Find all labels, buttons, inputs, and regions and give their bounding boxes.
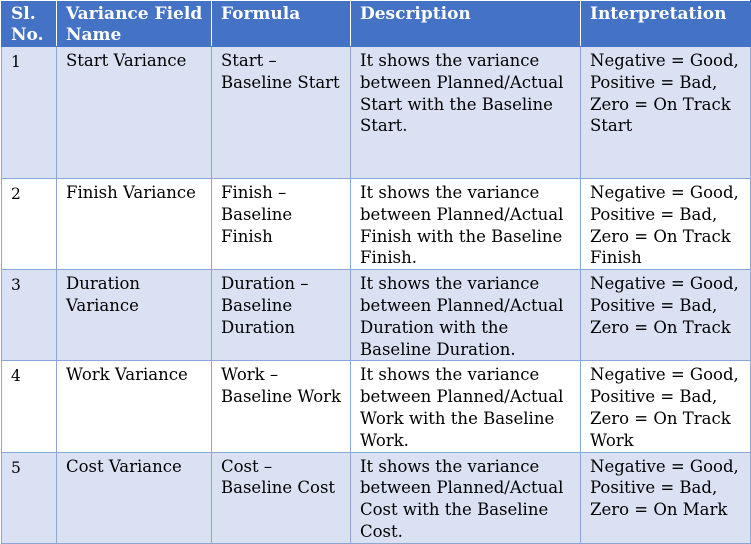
cell-interpretation: Negative = Good, Positive = Bad, Zero = On Track Finish: [581, 179, 751, 270]
cell-interpretation: Negative = Good, Positive = Bad, Zero = On Track Start: [581, 47, 751, 179]
cell-sl-no: 4: [2, 361, 57, 452]
cell-interpretation: Negative = Good, Positive = Bad, Zero = On Track: [581, 270, 751, 361]
header-interpretation: Interpretation: [581, 1, 751, 47]
cell-description: It shows the variance between Planned/Actual Start with the Baseline Start.: [351, 47, 581, 179]
cell-sl-no: 3: [2, 270, 57, 361]
cell-description: It shows the variance between Planned/Actual Finish with the Baseline Finish.: [351, 179, 581, 270]
cell-field-name: Finish Variance: [57, 179, 212, 270]
header-description: Description: [351, 1, 581, 47]
header-sl-no: Sl. No.: [2, 1, 57, 47]
header-variance-field-name: Variance Field Name: [57, 1, 212, 47]
cell-description: It shows the variance between Planned/Actual Cost with the Baseline Cost.: [351, 452, 581, 543]
cell-formula: Cost – Baseline Cost: [212, 452, 351, 543]
table-row: [2, 179, 751, 270]
cell-formula: Start – Baseline Start: [212, 47, 351, 179]
cell-formula: Duration – Baseline Duration: [212, 270, 351, 361]
cell-field-name: Start Variance: [57, 47, 212, 179]
cell-formula: Finish – Baseline Finish: [212, 179, 351, 270]
table-row: [2, 361, 751, 452]
cell-interpretation: Negative = Good, Positive = Bad, Zero = On Track Work: [581, 361, 751, 452]
cell-description: It shows the variance between Planned/Actual Duration with the Baseline Duration.: [351, 270, 581, 361]
cell-field-name: Cost Variance: [57, 452, 212, 543]
cell-sl-no: 1: [2, 47, 57, 179]
cell-field-name: Work Variance: [57, 361, 212, 452]
cell-formula: Work – Baseline Work: [212, 361, 351, 452]
cell-sl-no: 5: [2, 452, 57, 543]
table-row: [2, 47, 751, 179]
cell-sl-no: 2: [2, 179, 57, 270]
variance-table: [1, 0, 751, 544]
cell-field-name: Duration Variance: [57, 270, 212, 361]
table-row: [2, 270, 751, 361]
cell-description: It shows the variance between Planned/Actual Work with the Baseline Work.: [351, 361, 581, 452]
cell-interpretation: Negative = Good, Positive = Bad, Zero = On Mark: [581, 452, 751, 543]
header-row: [2, 1, 751, 47]
table-row: [2, 452, 751, 543]
header-formula: Formula: [212, 1, 351, 47]
